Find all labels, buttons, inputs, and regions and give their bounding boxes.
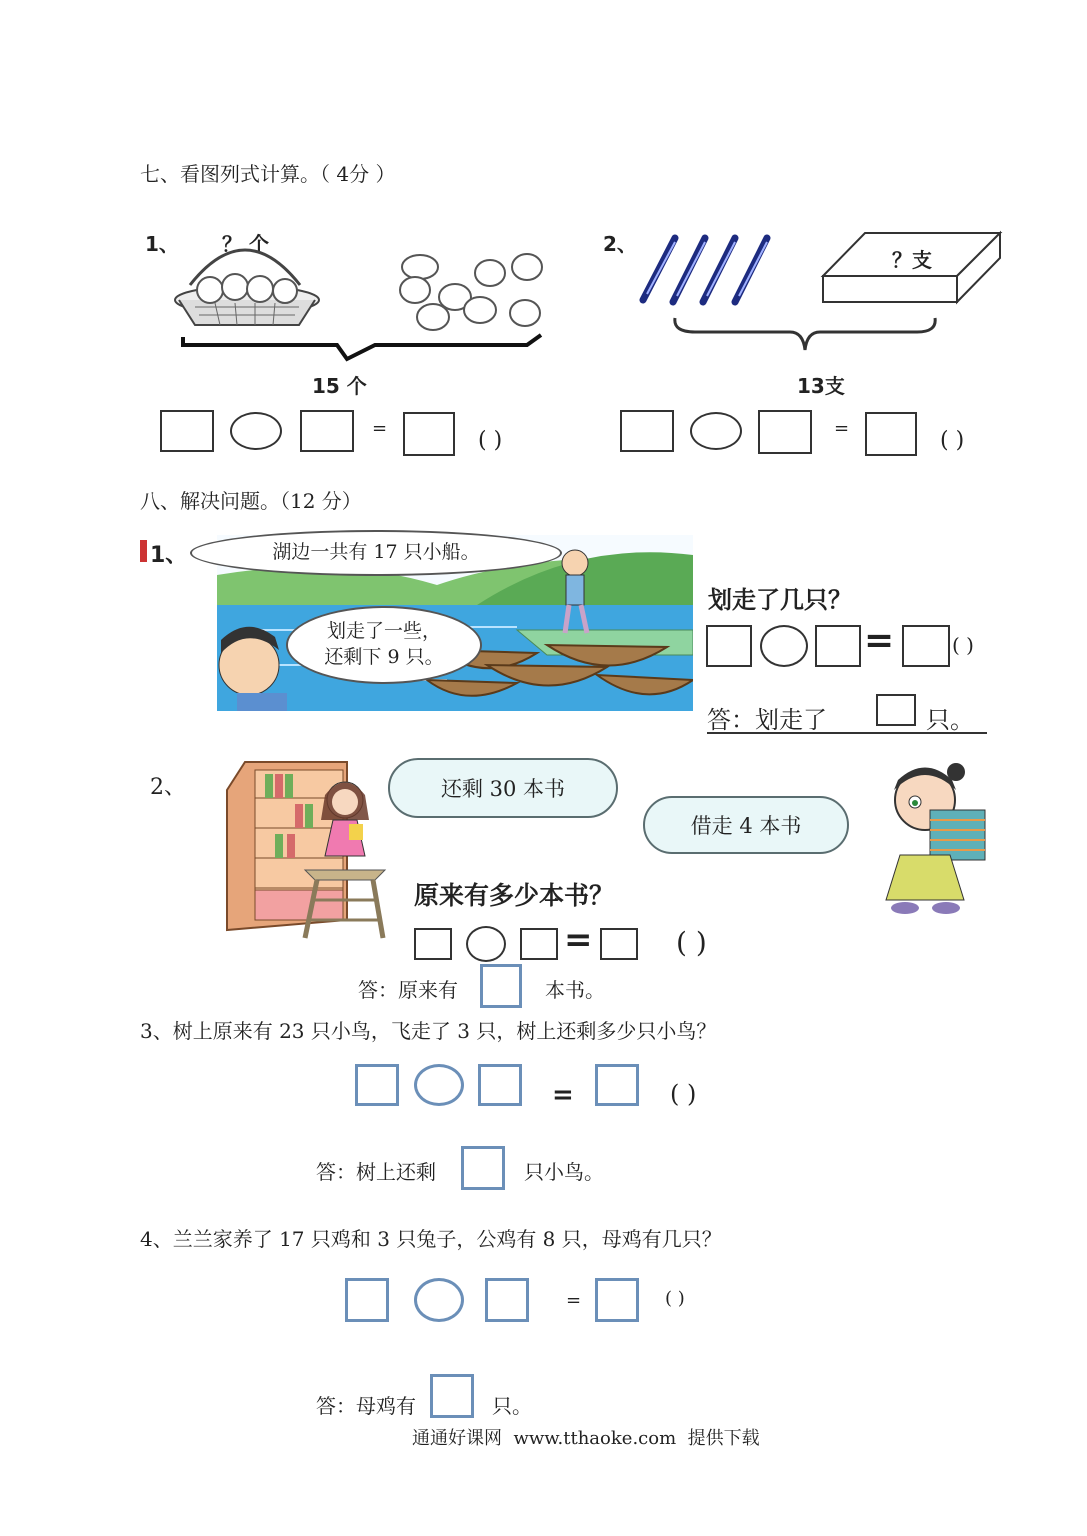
section8-title: 八、解决问题。（12 分） bbox=[140, 489, 362, 513]
q1-bubble2-line1: 划走了一些， bbox=[326, 620, 441, 643]
q2-thought-cloud-2: 借走 4 本书 bbox=[643, 796, 849, 854]
problem1-box-2[interactable] bbox=[300, 410, 354, 452]
q2-box-2[interactable] bbox=[520, 928, 558, 960]
section7-title: 七、看图列式计算。（ 4分 ） bbox=[140, 162, 396, 186]
q3-answer-box[interactable] bbox=[461, 1146, 505, 1190]
problem2-bottom-label: 13支 bbox=[797, 374, 845, 398]
q1-unit-parens[interactable]: ( ) bbox=[952, 633, 974, 657]
q2-operator-circle[interactable] bbox=[466, 926, 506, 962]
problem2-unit-parens[interactable]: ( ) bbox=[940, 428, 965, 453]
marker-bar bbox=[140, 540, 147, 562]
q2-unit-parens[interactable]: ( ) bbox=[676, 926, 707, 959]
q3-box-2[interactable] bbox=[478, 1064, 522, 1106]
q3-equals: = bbox=[552, 1080, 574, 1110]
q1-speech-bubble-2 bbox=[286, 606, 482, 684]
problem1-number: 1、 bbox=[145, 232, 179, 256]
q1-answer-box[interactable] bbox=[876, 694, 916, 726]
q4-text: 4、兰兰家养了 17 只鸡和 3 只兔子，公鸡有 8 只，母鸡有几只？ bbox=[140, 1227, 722, 1251]
q1-number: 1、 bbox=[150, 543, 188, 568]
footer-credit: 通通好课网 www.tthaoke.com 提供下载 bbox=[412, 1428, 760, 1449]
problem1-box-1[interactable] bbox=[160, 410, 214, 452]
q2-answer-box[interactable] bbox=[480, 964, 522, 1008]
q1-speech-bubble-1: 湖边一共有 17 只小船。 bbox=[190, 530, 562, 576]
problem2-box-2[interactable] bbox=[758, 410, 812, 454]
q1-box-2[interactable] bbox=[815, 625, 861, 667]
problem2-operator-circle[interactable] bbox=[690, 412, 742, 450]
q2-question: 原来有多少本书？ bbox=[414, 881, 615, 910]
q2-number: 2、 bbox=[150, 775, 186, 800]
problem1-unit-parens[interactable]: ( ) bbox=[478, 428, 503, 453]
q1-operator-circle[interactable] bbox=[760, 625, 808, 667]
q2-thought-cloud-1: 还剩 30 本书 bbox=[388, 758, 618, 818]
problem1-operator-circle[interactable] bbox=[230, 412, 282, 450]
q2-answer-suffix: 本书。 bbox=[545, 978, 605, 1002]
q3-box-1[interactable] bbox=[355, 1064, 399, 1106]
problem2-number: 2、 bbox=[603, 232, 637, 256]
problem1-result-box[interactable] bbox=[403, 412, 455, 456]
problem2-equals: = bbox=[834, 418, 850, 439]
q2-answer-prefix: 答：原来有 bbox=[358, 978, 458, 1002]
q3-unit-parens[interactable]: ( ) bbox=[670, 1080, 697, 1108]
problem1-bottom-label: 15 个 bbox=[312, 374, 367, 398]
q2-equals: = bbox=[564, 920, 593, 960]
q3-text: 3、树上原来有 23 只小鸟，飞走了 3 只，树上还剩多少只小鸟？ bbox=[140, 1019, 717, 1043]
problem1-top-label: ？ 个 bbox=[222, 232, 269, 256]
pear-basket-illustration bbox=[165, 245, 555, 370]
problem2-box-label: ？支 bbox=[892, 248, 932, 272]
q1-result-box[interactable] bbox=[902, 625, 950, 667]
q4-unit-parens[interactable]: ( ) bbox=[665, 1288, 685, 1309]
q4-answer-prefix: 答：母鸡有 bbox=[316, 1394, 416, 1418]
problem1-equals: = bbox=[372, 418, 388, 439]
q4-answer-suffix: 只。 bbox=[492, 1394, 532, 1418]
q1-answer-prefix: 答：划走了 bbox=[707, 706, 827, 734]
q4-equals: = bbox=[566, 1290, 582, 1311]
problem2-result-box[interactable] bbox=[865, 412, 917, 456]
pencils-box-illustration bbox=[635, 228, 1010, 358]
q4-answer-box[interactable] bbox=[430, 1374, 474, 1418]
q4-box-1[interactable] bbox=[345, 1278, 389, 1322]
q2-result-box[interactable] bbox=[600, 928, 638, 960]
problem2-box-1[interactable] bbox=[620, 410, 674, 452]
q3-answer-suffix: 只小鸟。 bbox=[524, 1160, 604, 1184]
bookshelf-girl-illustration bbox=[225, 760, 395, 940]
q1-equals: = bbox=[864, 620, 895, 661]
girl-with-books-illustration bbox=[880, 760, 990, 920]
q4-operator-circle[interactable] bbox=[414, 1278, 464, 1322]
q3-result-box[interactable] bbox=[595, 1064, 639, 1106]
q2-box-1[interactable] bbox=[414, 928, 452, 960]
q4-result-box[interactable] bbox=[595, 1278, 639, 1322]
q4-box-2[interactable] bbox=[485, 1278, 529, 1322]
q3-answer-prefix: 答：树上还剩 bbox=[316, 1160, 436, 1184]
q1-question: 划走了几只？ bbox=[708, 586, 852, 614]
q1-answer-suffix: 只。 bbox=[926, 706, 974, 734]
q1-bubble2-line2: 还剩下 9 只。 bbox=[324, 646, 444, 668]
q1-box-1[interactable] bbox=[706, 625, 752, 667]
q3-operator-circle[interactable] bbox=[414, 1064, 464, 1106]
